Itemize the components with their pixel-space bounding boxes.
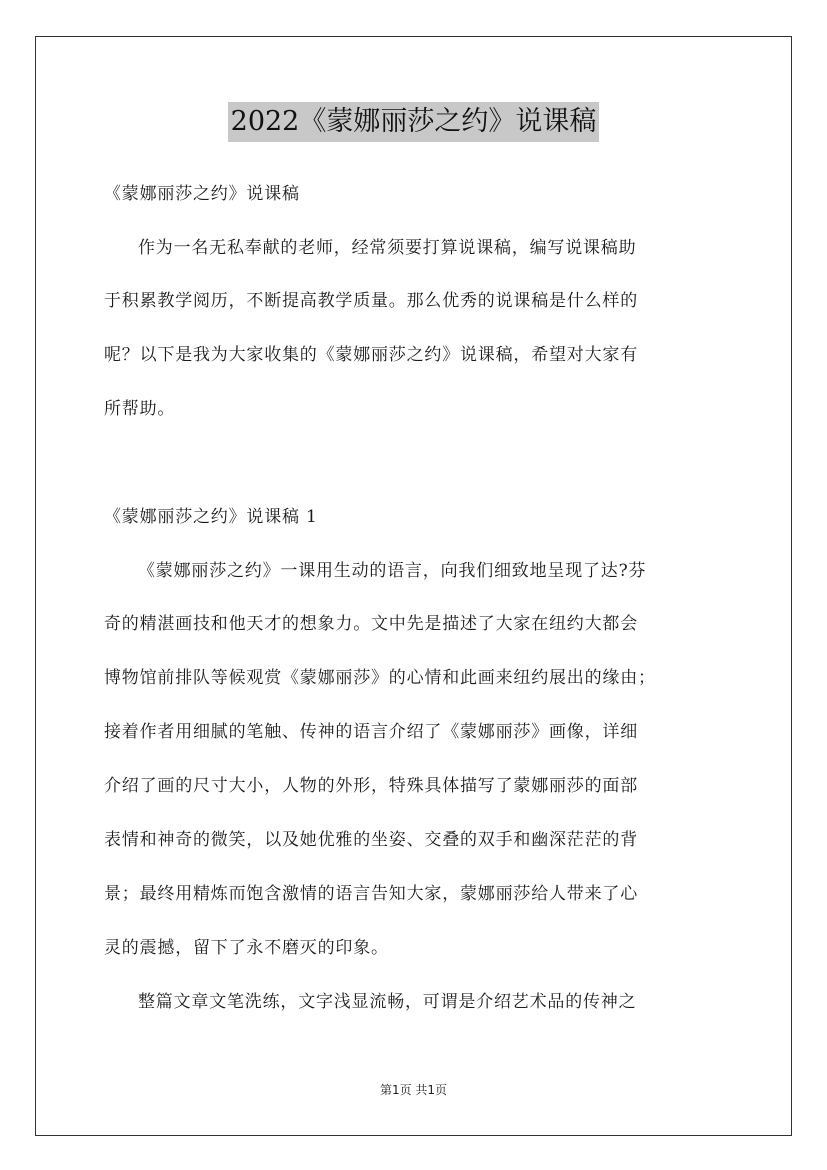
- intro-line-2: 于积累教学阅历，不断提高教学质量。那么优秀的说课稿是什么样的: [104, 291, 638, 311]
- body-line-8: 灵的震撼，留下了永不磨灭的印象。: [104, 938, 389, 958]
- intro-line-3: 呢？以下是我为大家收集的《蒙娜丽莎之约》说课稿，希望对大家有: [104, 345, 638, 365]
- body-line-7: 景；最终用精炼而饱含激情的语言告知大家，蒙娜丽莎给人带来了心: [104, 884, 638, 904]
- intro-line-1: 作为一名无私奉献的老师，经常须要打算说课稿，编写说课稿助: [138, 238, 637, 258]
- title-container: [0, 102, 827, 142]
- body-line-6: 表情和神奇的微笑，以及她优雅的坐姿、交叠的双手和幽深茫茫的背: [104, 830, 638, 850]
- document-subtitle: 《蒙娜丽莎之约》说课稿: [104, 184, 300, 204]
- body-line-2: 奇的精湛画技和他天才的想象力。文中先是描述了大家在纽约大都会: [104, 614, 638, 634]
- body-line-5: 介绍了画的尺寸大小，人物的外形，特殊具体描写了蒙娜丽莎的面部: [104, 776, 638, 796]
- body-line-4: 接着作者用细腻的笔触、传神的语言介绍了《蒙娜丽莎》画像，详细: [104, 722, 638, 742]
- document-title: 2022《蒙娜丽莎之约》说课稿: [228, 102, 600, 142]
- body-line-1: 《蒙娜丽莎之约》一课用生动的语言，向我们细致地呈现了达?芬: [138, 561, 647, 581]
- page-footer: 第1页 共1页: [379, 1083, 448, 1097]
- body-line-3: 博物馆前排队等候观赏《蒙娜丽莎》的心情和此画来纽约展出的缘由；: [104, 668, 656, 688]
- section-heading: 《蒙娜丽莎之约》说课稿 1: [104, 507, 318, 527]
- intro-line-4: 所帮助。: [104, 399, 176, 419]
- body-line-9: 整篇文章文笔洗练，文字浅显流畅，可谓是介绍艺术品的传神之: [138, 992, 637, 1012]
